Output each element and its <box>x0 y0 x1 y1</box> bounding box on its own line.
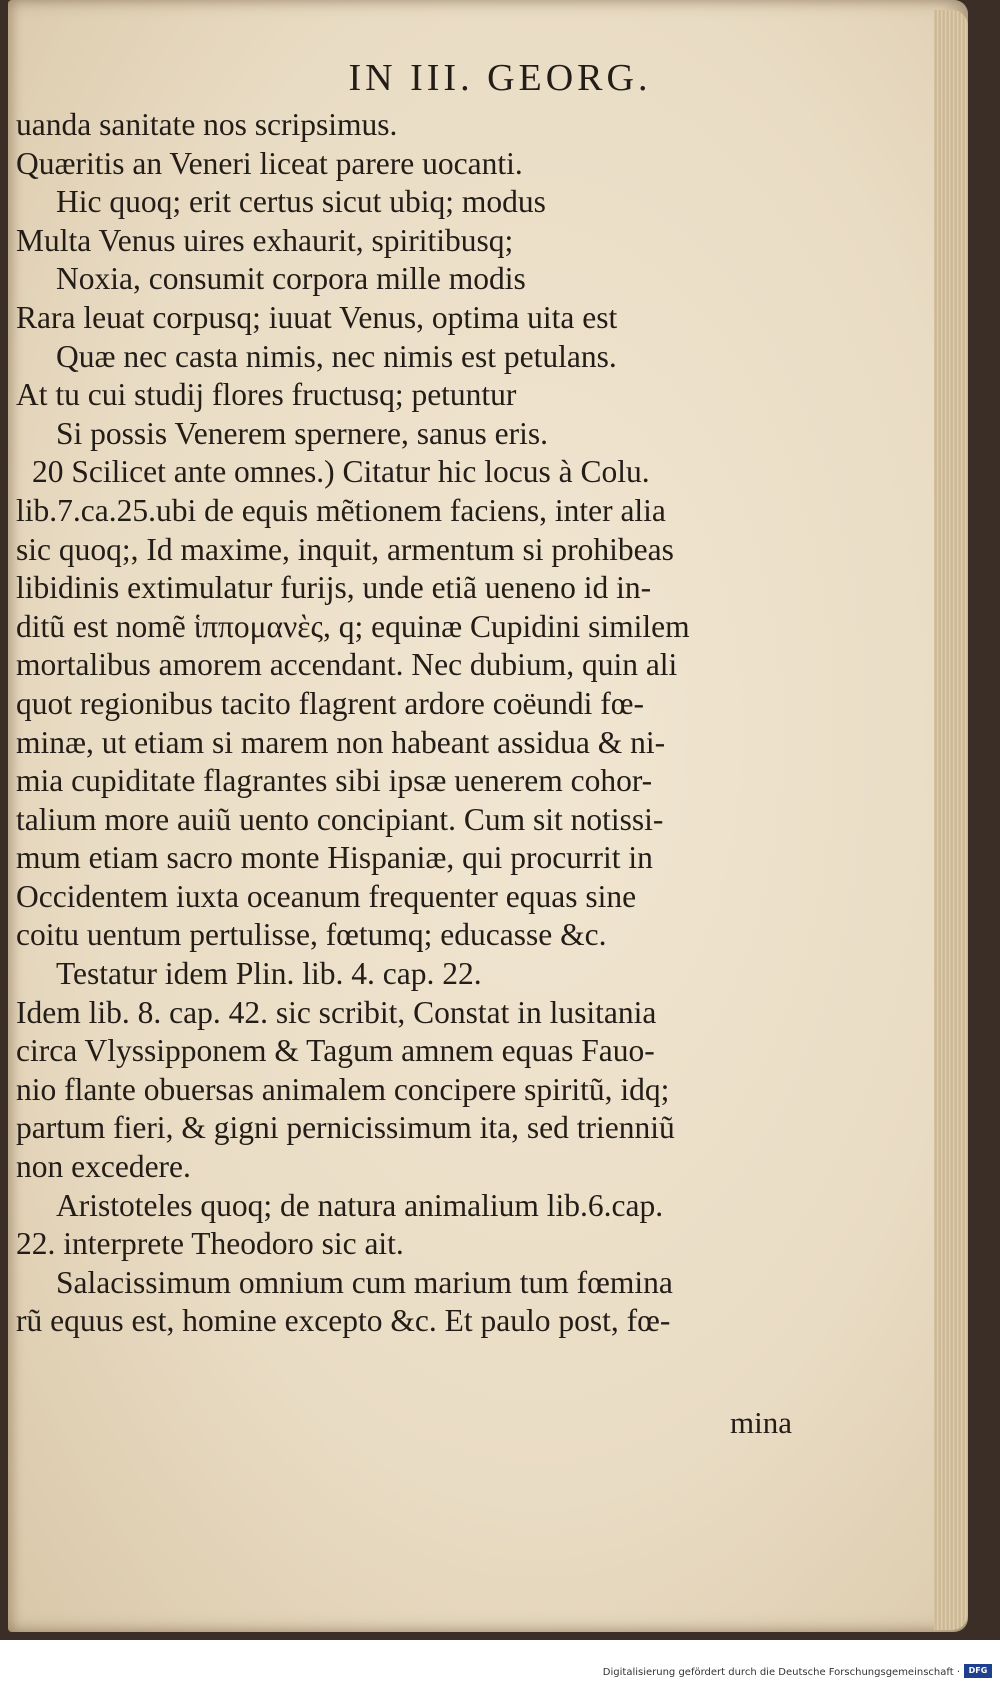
catchword: mina <box>730 1405 792 1440</box>
text-line: sic quoq;, Id maxime, inquit, armentum si prohibeas <box>16 531 674 567</box>
text-line: minæ, ut etiam si marem non habeant assidua & ni- <box>16 724 666 760</box>
text-line: talium more auiũ uento concipiant. Cum sit notissi- <box>16 801 664 837</box>
dfg-logo: DFG <box>964 1664 992 1678</box>
text-line: mum etiam sacro monte Hispaniæ, qui procurrit in <box>16 840 653 876</box>
text-line: mia cupiditate flagrantes sibi ipsæ uenerem cohor- <box>16 763 653 799</box>
text-line: Aristoteles quoq; de natura animalium lib.6.cap. <box>56 1187 664 1223</box>
text-line: 20 Scilicet ante omnes.) Citatur hic locus à Colu. <box>32 454 650 490</box>
text-line: coitu uentum pertulisse, fœtumq; educasse &c. <box>16 917 607 953</box>
text-line: circa Vlyssipponem & Tagum amnem equas Fauo- <box>16 1033 655 1069</box>
text-line: Hic quoq; erit certus sicut ubiq; modus <box>56 184 546 220</box>
text-line: ditũ est nomẽ ἱππομανὲς, q; equinæ Cupidini similem <box>16 608 690 644</box>
text-line: Salacissimum omnium cum marium tum fœmina <box>56 1264 673 1300</box>
text-line: Occidentem iuxta oceanum frequenter equas sine <box>16 878 637 914</box>
page-text <box>16 106 836 1341</box>
text-line: Noxia, consumit corpora mille modis <box>56 261 526 297</box>
text-line: Idem lib. 8. cap. 42. sic scribit, Constat in lusitania <box>16 994 657 1030</box>
text-line: Quæritis an Veneri liceat parere uocanti. <box>16 145 523 181</box>
text-line: rũ equus est, homine excepto &c. Et paulo post, fœ- <box>16 1303 671 1339</box>
text-line: quot regionibus tacito flagrent ardore coëundi fœ- <box>16 685 645 721</box>
page-edges <box>934 10 968 1630</box>
text-line: non excedere. <box>16 1149 191 1185</box>
text-line: 22. interprete Theodoro sic ait. <box>16 1226 404 1262</box>
footer-bar <box>0 1640 1000 1686</box>
funding-credit: Digitalisierung gefördert durch die Deutsche Forschungsgemeinschaft · <box>602 1667 960 1678</box>
text-line: nio flante obuersas animalem concipere spiritũ, idq; <box>16 1071 670 1107</box>
text-line: Rara leuat corpusq; iuuat Venus, optima uita est <box>16 299 618 335</box>
text-line: At tu cui studij flores fructusq; petuntur <box>16 377 517 413</box>
text-line: uanda sanitate nos scripsimus. <box>16 107 398 142</box>
text-line: Testatur idem Plin. lib. 4. cap. 22. <box>56 956 482 992</box>
text-line: lib.7.ca.25.ubi de equis mẽtionem faciens, inter alia <box>16 492 666 528</box>
running-head: IN III. GEORG. <box>348 57 652 99</box>
text-line: Multa Venus uires exhaurit, spiritibusq; <box>16 222 514 258</box>
text-line: partum fieri, & gigni pernicissimum ita, sed trienniũ <box>16 1110 675 1146</box>
text-line: mortalibus amorem accendant. Nec dubium, quin ali <box>16 647 678 683</box>
text-line: Quæ nec casta nimis, nec nimis est petulans. <box>56 338 617 374</box>
text-line: libidinis extimulatur furijs, unde etiã ueneno id in- <box>16 570 652 606</box>
text-line: Si possis Venerem spernere, sanus eris. <box>56 415 548 451</box>
